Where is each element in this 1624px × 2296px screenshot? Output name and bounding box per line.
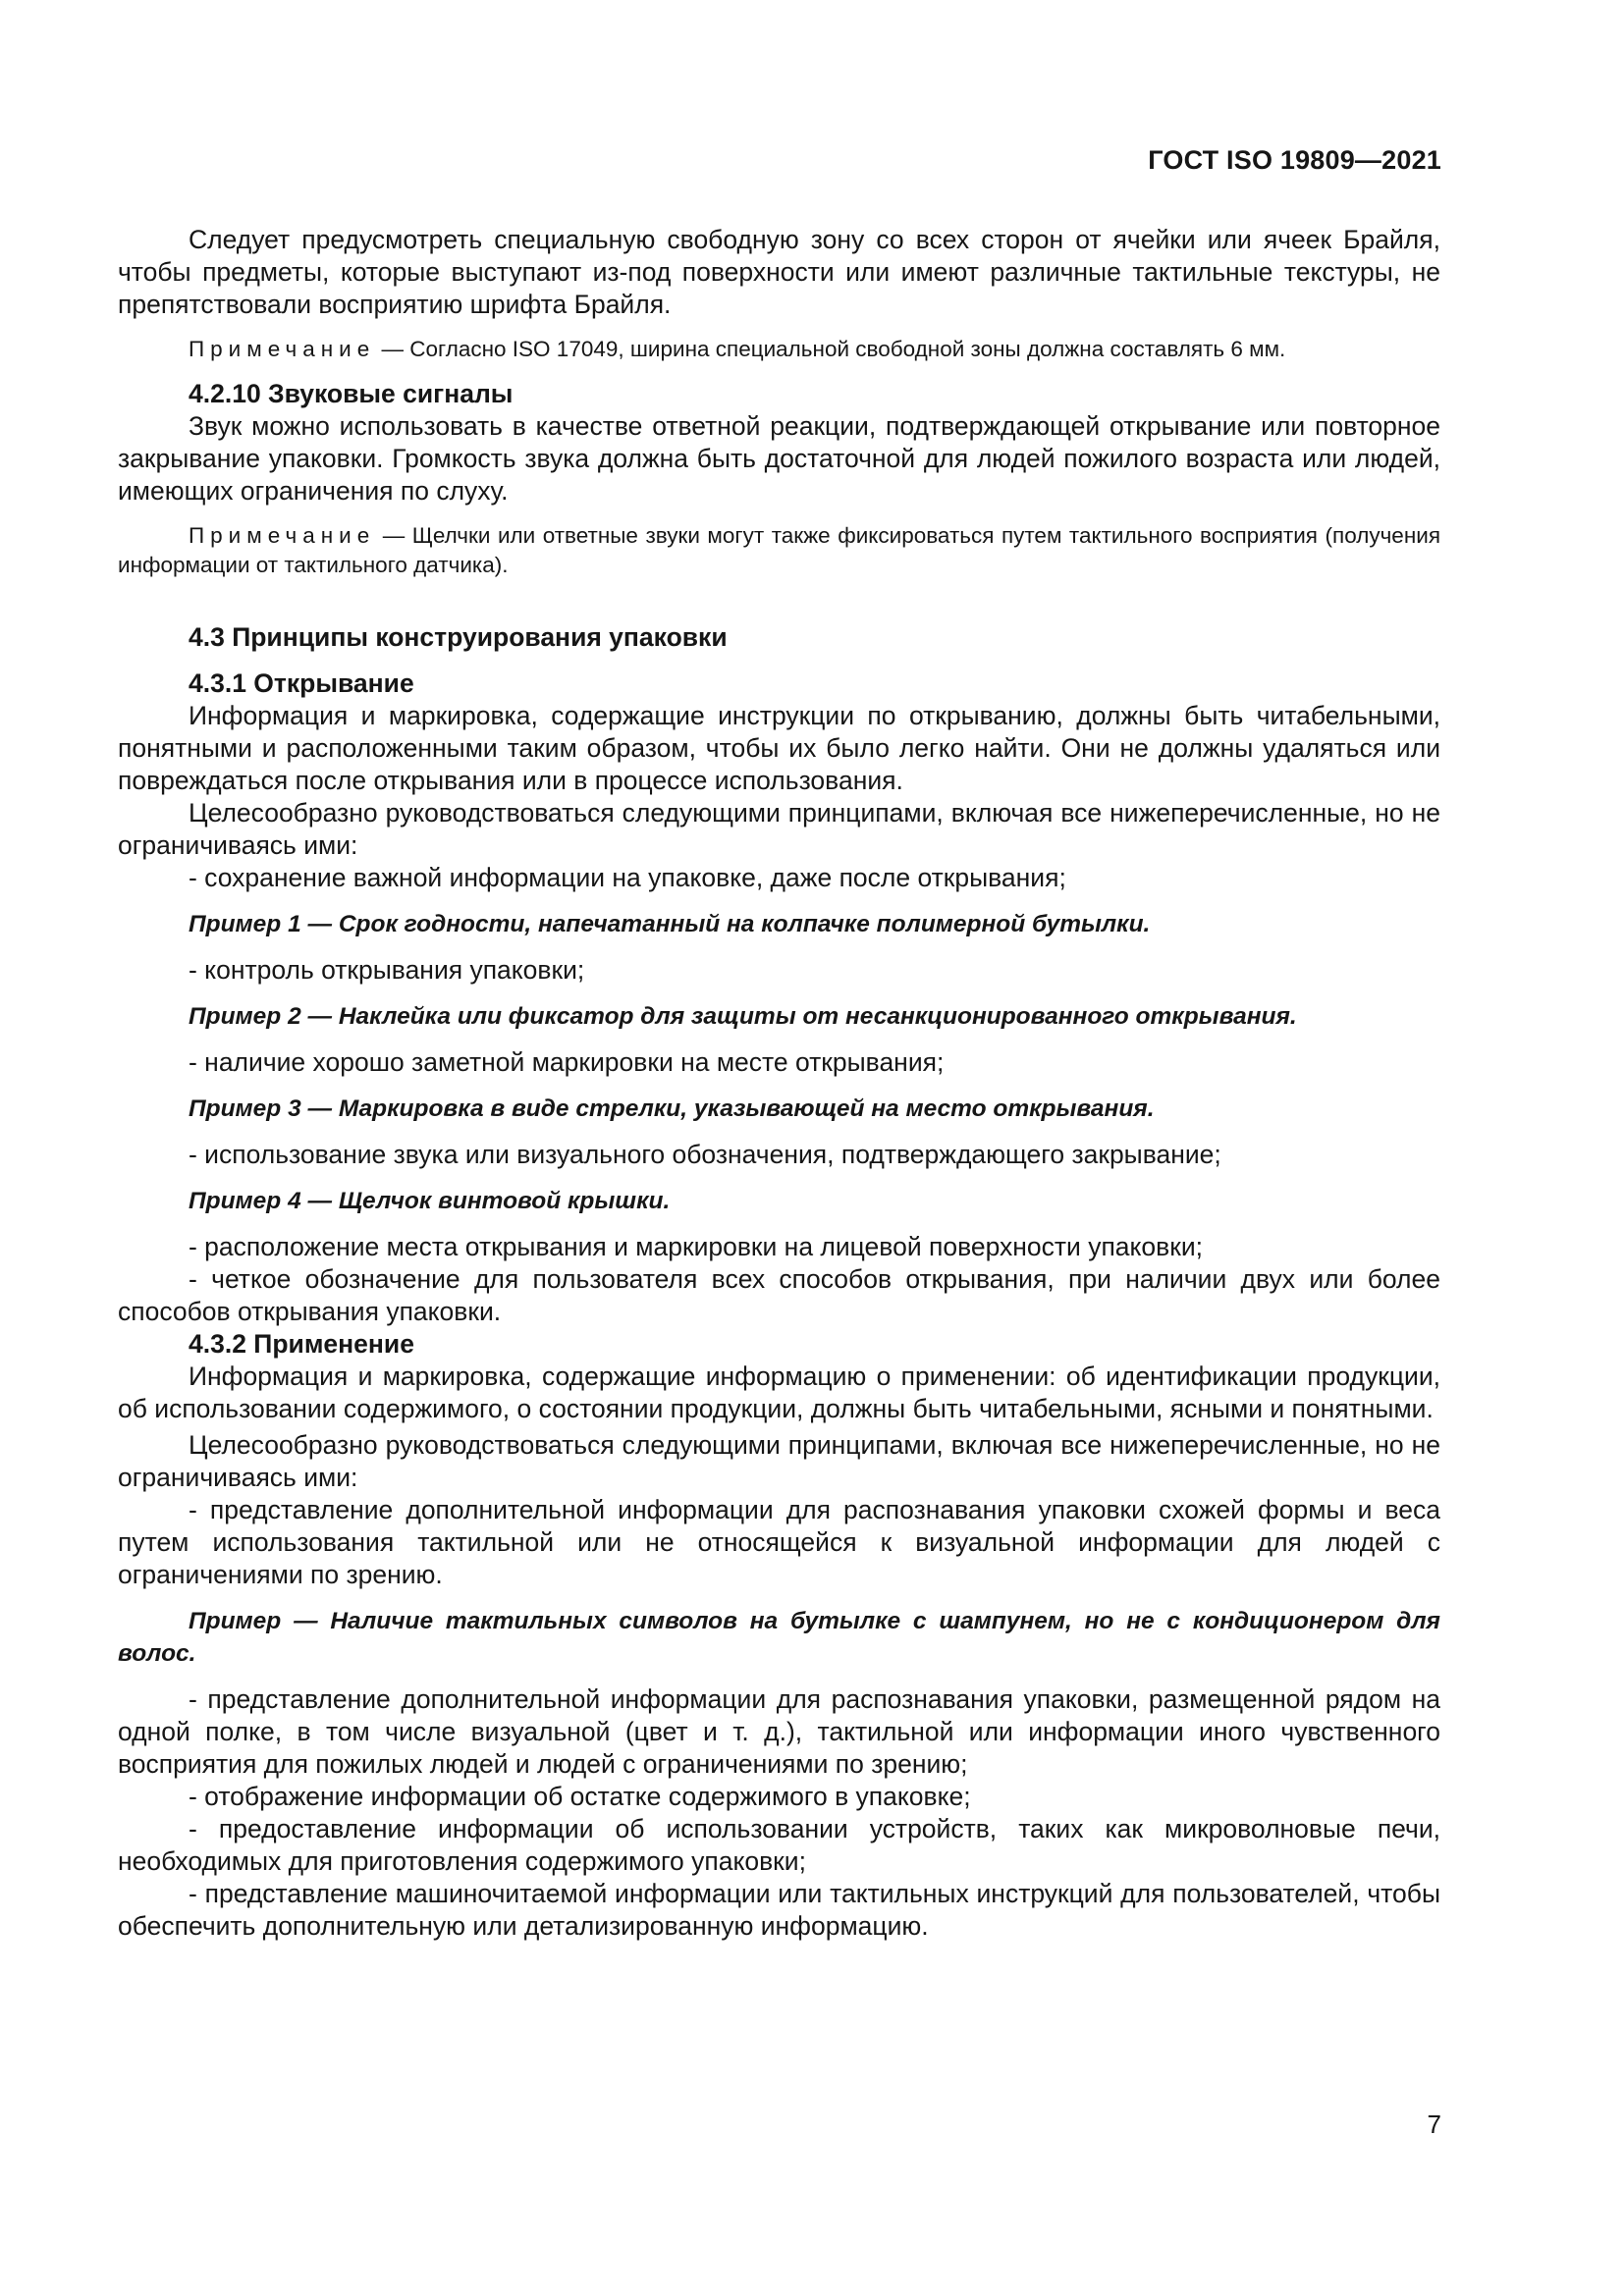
heading-4-3-1: 4.3.1 Открывание <box>189 668 414 698</box>
document-header: ГОСТ ISO 19809—2021 <box>1148 145 1441 175</box>
list-item: - представление дополнительной информации для распознавания упаковки схожей формы и веса путем использования тактильной или не относящейся к визуальной информации для людей с ограничениями по зрению. <box>118 1495 1440 1589</box>
paragraph-sound: Звук можно использовать в качестве ответной реакции, подтверждающей открывание или повторное закрывание упаковки. Громкость звука должна быть достаточной для людей пожилого возраста или людей, имеющих ограничения по слуху. <box>118 411 1440 506</box>
note-sound <box>118 521 1440 580</box>
list-item: - представление машиночитаемой информации или тактильных инструкций для пользователей, чтобы обеспечить дополнительную или детализированную информацию. <box>118 1879 1440 1941</box>
list-item: - расположение места открывания и маркировки на лицевой поверхности упаковки; <box>189 1232 1204 1261</box>
example-3: Пример 3 — Маркировка в виде стрелки, указывающей на место открывания. <box>189 1095 1155 1122</box>
list-item: - четкое обозначение для пользователя всех способов открывания, при наличии двух или более способов открывания упаковки. <box>118 1264 1440 1326</box>
example-4: Пример 4 — Щелчок винтовой крышки. <box>189 1188 671 1214</box>
list-item: - отображение информации об остатке содержимого в упаковке; <box>189 1782 971 1811</box>
heading-4-3-2: 4.3.2 Применение <box>189 1329 414 1359</box>
heading-4-2-10: 4.2.10 Звуковые сигналы <box>189 379 514 408</box>
document-body <box>118 224 1440 1943</box>
note-label: Примечание <box>189 337 376 361</box>
list-item: - использование звука или визуального обозначения, подтверждающего закрывание; <box>189 1140 1221 1169</box>
paragraph-principles-use: Целесообразно руководствоваться следующими принципами, включая все нижеперечисленные, но не ограничиваясь ими: <box>118 1430 1440 1492</box>
paragraph-use-info: Информация и маркировка, содержащие информацию о применении: об идентификации продукции, об использовании содержимого, о состоянии продукции, должны быть читабельными, ясными и понятными. <box>118 1362 1440 1423</box>
example-1: Пример 1 — Срок годности, напечатанный на колпачке полимерной бутылки. <box>189 911 1151 937</box>
note-text: — Щелчки или ответные звуки могут также фиксироваться путем тактильного восприятия (получения информации от тактильного датчика). <box>118 523 1440 577</box>
list-item: - предоставление информации об использовании устройств, таких как микроволновые печи, необходимых для приготовления содержимого упаковки; <box>118 1814 1440 1876</box>
paragraph-open-info: Информация и маркировка, содержащие инструкции по открыванию, должны быть читабельными, понятными и расположенными таким образом, чтобы их было легко найти. Они не должны удаляться или повреждаться после открывания или в процессе использования. <box>118 701 1440 795</box>
list-item: - представление дополнительной информации для распознавания упаковки, размещенной рядом на одной полке, в том числе визуальной (цвет и т. д.), тактильной или информации иного чувственного восприятия для пожилых людей и людей с ограничениями по зрению; <box>118 1684 1440 1779</box>
list-item: - сохранение важной информации на упаковке, даже после открывания; <box>189 863 1066 892</box>
list-item: - наличие хорошо заметной маркировки на месте открывания; <box>189 1047 945 1077</box>
note-label: Примечание <box>189 523 376 548</box>
list-item: - контроль открывания упаковки; <box>189 955 585 985</box>
heading-4-3: 4.3 Принципы конструирования упаковки <box>189 622 728 652</box>
note-free-zone <box>118 335 1440 364</box>
note-text: — Согласно ISO 17049, ширина специальной свободной зоны должна составлять 6 мм. <box>375 337 1286 361</box>
example-5: Пример — Наличие тактильных символов на бутылке с шампунем, но не с кондиционером для волос. <box>118 1608 1440 1667</box>
page-number: 7 <box>1427 2109 1441 2139</box>
example-2: Пример 2 — Наклейка или фиксатор для защиты от несанкционированного открывания. <box>189 1003 1297 1030</box>
paragraph-principles-open: Целесообразно руководствоваться следующими принципами, включая все нижеперечисленные, но не ограничиваясь ими: <box>118 798 1440 860</box>
paragraph-free-zone: Следует предусмотреть специальную свободную зону со всех сторон от ячейки или ячеек Брайля, чтобы предметы, которые выступают из-под поверхности или имеют различные тактильные текстуры, не препятствовали восприятию шрифта Брайля. <box>118 225 1440 319</box>
